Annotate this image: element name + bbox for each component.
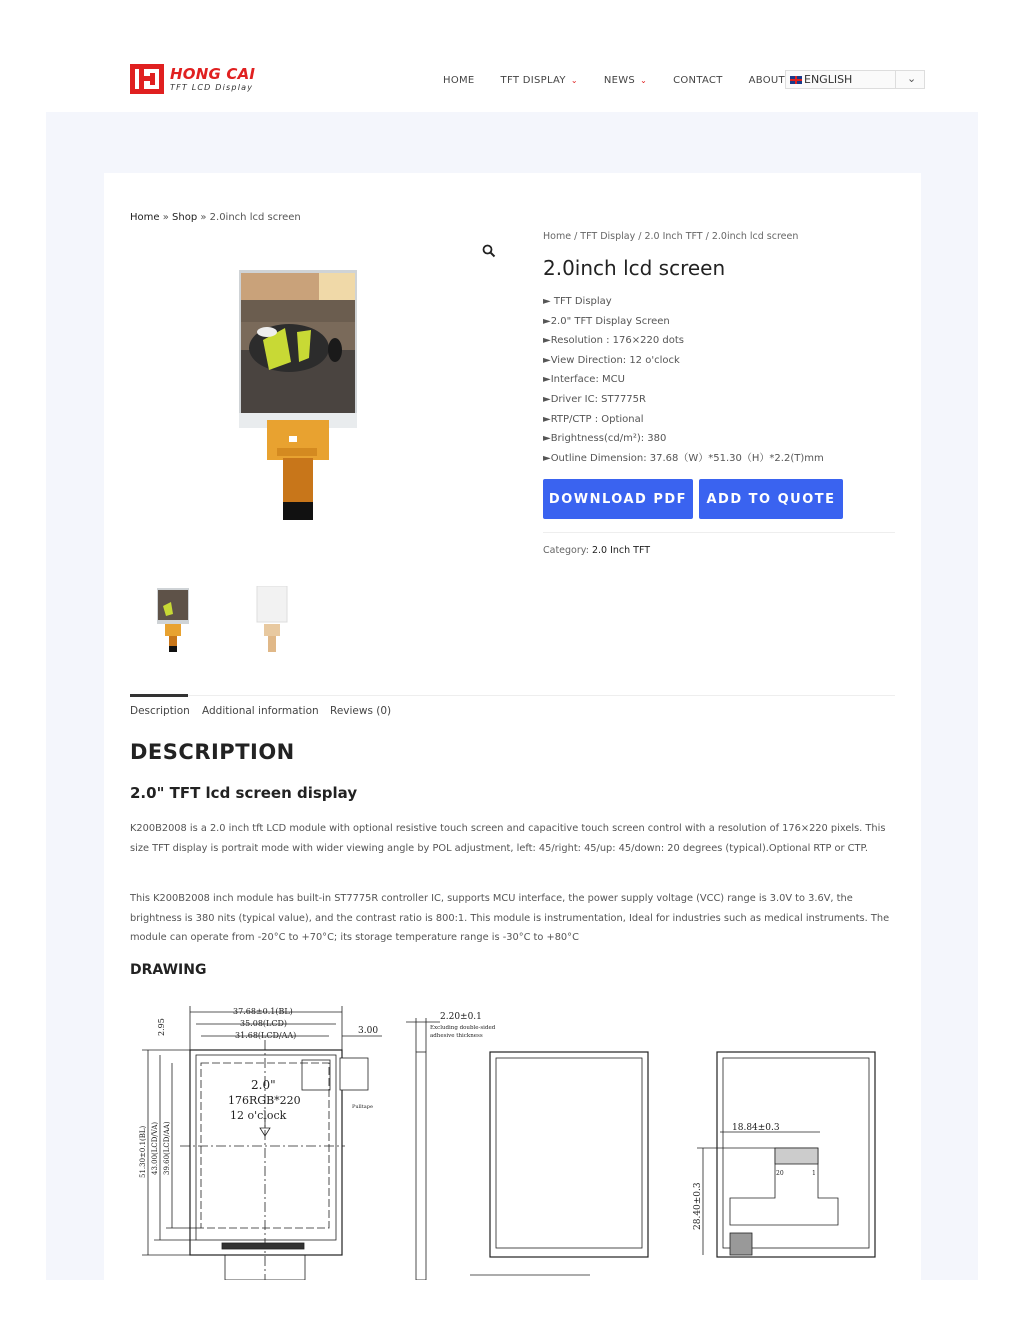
description-subheading: 2.0" TFT lcd screen display <box>130 784 358 802</box>
nav-contact[interactable] <box>673 75 723 86</box>
dim-height-va: 43.00(LCD/VA) <box>151 1121 159 1175</box>
language-value: ENGLISH <box>804 73 853 86</box>
spec-item: ►Outline Dimension: 37.68（W）*51.30（H）*2.2(T)mm <box>543 452 824 464</box>
screen-resolution-label: 176RGB*220 <box>228 1094 301 1107</box>
dim-height-bl: 51.30±0.1(BL) <box>139 1125 147 1178</box>
chevron-down-icon: ⌄ <box>640 75 648 85</box>
spec-item: ►Resolution : 176×220 dots <box>543 335 684 347</box>
hongcai-logo-icon <box>130 64 164 94</box>
product-spec-list <box>543 292 824 468</box>
pull-tape-label: Pulltape <box>352 1104 373 1110</box>
spec-item: ►View Direction: 12 o'clock <box>543 354 680 366</box>
description-heading: DESCRIPTION <box>130 740 295 764</box>
spec-item: ►2.0" TFT Display Screen <box>543 315 670 327</box>
site-header <box>0 0 1024 112</box>
dim-top: 2.95 <box>157 1018 166 1036</box>
product-category <box>543 545 650 556</box>
chevron-down-icon: ⌄ <box>570 75 578 85</box>
category-link[interactable]: 2.0 Inch TFT <box>591 545 651 556</box>
tab-description[interactable]: Description <box>130 705 190 717</box>
spec-item: ►Brightness(cd/m²): 380 <box>543 433 667 445</box>
download-pdf-button[interactable]: DOWNLOAD PDF <box>543 479 693 519</box>
dim-right: 3.00 <box>358 1026 379 1036</box>
thickness-note-1: Excluding double-sided <box>430 1025 496 1031</box>
description-paragraph-2: This K200B2008 inch module has built-in ST7775R controller IC, supports MCU interface, the power supply voltage (VCC) range is 3.0V to 3.6V, the brightness is 380 nits (typical value), and the contrast ratio is 800:1. This module is instrumentation, Ideal for industries such as medical instruments. The module can operate from -20°C to +70°C; its storage temperature range is -30°C to +80°C <box>130 893 890 944</box>
tab-additional-information[interactable]: Additional information <box>202 705 319 717</box>
nav-home-label: HOME <box>443 74 475 86</box>
nav-home[interactable] <box>443 75 475 86</box>
summary-divider <box>543 532 895 533</box>
product-breadcrumb: Home / TFT Display / 2.0 Inch TFT / 2.0inch lcd screen <box>543 231 799 242</box>
tabs-divider <box>130 695 895 696</box>
technical-drawing <box>130 1000 890 1280</box>
site-logo[interactable] <box>130 64 260 96</box>
nav-tft-display[interactable] <box>501 75 578 86</box>
product-title: 2.0inch lcd screen <box>543 256 726 280</box>
pin-20-label: 20 <box>776 1170 784 1177</box>
dim-fpc-y: 28.40±0.3 <box>693 1182 703 1230</box>
nav-contact-label: CONTACT <box>673 74 723 86</box>
language-select[interactable] <box>785 70 925 89</box>
product-thumbnail-1[interactable] <box>157 588 189 652</box>
breadcrumb-separator: » <box>197 212 210 223</box>
category-label: Category: <box>543 545 592 556</box>
breadcrumb-current: 2.0inch lcd screen <box>209 212 301 223</box>
nav-news-label: NEWS <box>603 74 636 86</box>
thickness-note-2: adhesive thickness <box>430 1033 483 1039</box>
screen-size-label: 2.0" <box>251 1078 276 1092</box>
breadcrumb-separator: » <box>159 212 173 223</box>
spec-item: ►Driver IC: ST7775R <box>543 393 646 405</box>
brand-tagline: TFT LCD Display <box>170 83 254 92</box>
spec-item: ►RTP/CTP : Optional <box>543 413 644 425</box>
dim-width-bl: 37.68±0.1(BL) <box>233 1007 293 1016</box>
nav-news[interactable] <box>604 75 647 86</box>
active-tab-indicator <box>130 694 188 697</box>
product-thumbnail-2[interactable] <box>256 586 288 652</box>
dim-width-aa: 31.68(LCD/AA) <box>235 1031 297 1040</box>
main-nav <box>443 73 823 87</box>
nav-tft-display-label: TFT DISPLAY <box>500 74 566 86</box>
dim-width-lcd: 35.08(LCD) <box>240 1019 287 1028</box>
breadcrumb <box>130 212 301 223</box>
breadcrumb-home[interactable]: Home <box>130 212 160 223</box>
pin-1-label: 1 <box>812 1170 816 1177</box>
uk-flag-icon <box>790 76 802 84</box>
brand-name: HONG CAI <box>170 65 256 83</box>
screen-direction-label: 12 o'clock <box>230 1109 287 1122</box>
spec-item: ►Interface: MCU <box>543 374 625 386</box>
add-to-quote-button[interactable]: ADD TO QUOTE <box>699 479 843 519</box>
tab-reviews[interactable]: Reviews (0) <box>330 705 392 717</box>
chevron-down-icon: ⌄ <box>907 72 917 85</box>
product-main-image[interactable] <box>239 270 357 522</box>
breadcrumb-shop[interactable]: Shop <box>172 212 198 223</box>
drawing-heading: DRAWING <box>130 962 207 978</box>
dim-thickness: 2.20±0.1 <box>440 1012 482 1022</box>
spec-item: ► TFT Display <box>543 296 612 307</box>
language-divider <box>895 71 896 88</box>
dim-height-aa: 39.60(LCD/AA) <box>163 1121 171 1175</box>
nav-about-label: ABOUT <box>748 74 785 86</box>
zoom-icon[interactable] <box>481 243 497 259</box>
description-paragraph-1: K200B2008 is a 2.0 inch tft LCD module with optional resistive touch screen and capacitive touch screen control with a resolution of 176×220 pixels. This size TFT display is portrait mode with wider viewing angle by POL adjustment, left: 45/right: 45/up: 45/down: 20 degrees (typical).Optional RTP or CTP. <box>130 823 886 854</box>
dim-fpc-x: 18.84±0.3 <box>732 1123 780 1133</box>
